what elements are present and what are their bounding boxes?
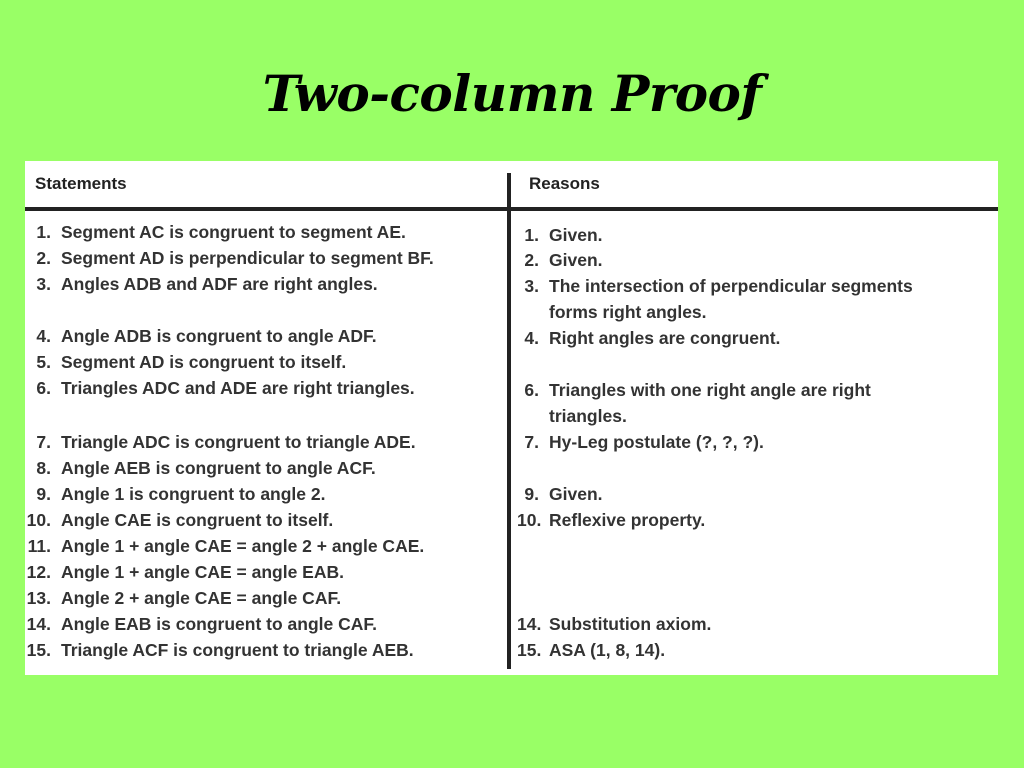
statement-number: 5. <box>36 352 51 372</box>
reason-row <box>517 614 711 634</box>
statement-number: 10. <box>26 510 51 530</box>
reason-row <box>517 250 603 270</box>
reason-text: Triangles with one right angle are right <box>549 380 871 400</box>
statement-row <box>25 274 378 294</box>
statement-text: Segment AD is congruent to itself. <box>61 352 347 372</box>
statement-number: 6. <box>36 378 51 398</box>
statement-row <box>25 378 415 398</box>
statement-text: Angle CAE is congruent to itself. <box>61 510 334 530</box>
statement-text: Angle 1 + angle CAE = angle 2 + angle CAE. <box>61 536 425 556</box>
column-divider <box>507 173 511 669</box>
reason-row <box>517 276 913 296</box>
statement-row <box>25 510 333 530</box>
statement-row <box>25 640 414 660</box>
reason-row <box>517 380 871 400</box>
statement-number: 2. <box>36 248 51 268</box>
reason-text: The intersection of perpendicular segments <box>549 276 913 296</box>
reasons-header: Reasons <box>529 174 600 193</box>
reason-number: 3. <box>524 276 539 296</box>
statement-row <box>25 588 341 608</box>
reason-number: 7. <box>524 432 539 452</box>
reason-number: 6. <box>524 380 539 400</box>
reason-text: Reflexive property. <box>549 510 706 530</box>
statement-row <box>25 614 377 634</box>
reason-number: 15. <box>517 640 542 660</box>
statement-number: 7. <box>36 432 51 452</box>
proof-table <box>25 161 998 675</box>
statement-text: Angle ADB is congruent to angle ADF. <box>61 326 377 346</box>
reason-number: 2. <box>524 250 539 270</box>
statement-number: 8. <box>36 458 51 478</box>
page-title: Two-column Proof <box>262 64 762 123</box>
statement-text: Triangle ACF is congruent to triangle AEB. <box>61 640 414 660</box>
statement-number: 12. <box>26 562 51 582</box>
statement-number: 15. <box>26 640 51 660</box>
statement-row <box>25 248 434 268</box>
reason-row <box>517 432 764 452</box>
statement-row <box>25 326 377 346</box>
reason-number: 10. <box>517 510 542 530</box>
reason-text: Given. <box>549 225 603 245</box>
statement-row <box>25 562 344 582</box>
statement-text: Angle 2 + angle CAE = angle CAF. <box>61 588 342 608</box>
reason-number: 4. <box>524 328 539 348</box>
statement-number: 1. <box>36 222 51 242</box>
header-divider <box>25 207 998 211</box>
reason-text: Given. <box>549 484 603 504</box>
reason-row <box>517 328 780 348</box>
reason-row <box>517 484 603 504</box>
statement-number: 9. <box>36 484 51 504</box>
statement-row <box>25 222 406 242</box>
reason-text: Hy-Leg postulate (?, ?, ?). <box>549 432 764 452</box>
statement-text: Angle AEB is congruent to angle ACF. <box>61 458 376 478</box>
reason-text: Given. <box>549 250 603 270</box>
statement-number: 11. <box>27 536 51 556</box>
reason-row <box>517 510 705 530</box>
reason-continuation: triangles. <box>549 406 627 426</box>
statement-number: 4. <box>36 326 51 346</box>
statement-text: Segment AC is congruent to segment AE. <box>61 222 406 242</box>
statement-text: Segment AD is perpendicular to segment BF. <box>61 248 434 268</box>
statement-row <box>25 536 424 556</box>
reason-number: 14. <box>517 614 542 634</box>
statement-row <box>25 484 325 504</box>
reason-number: 9. <box>524 484 539 504</box>
statement-number: 3. <box>36 274 51 294</box>
reason-row <box>517 225 603 245</box>
statement-row <box>25 352 346 372</box>
statement-text: Triangle ADC is congruent to triangle ADE. <box>61 432 416 452</box>
reason-number: 1. <box>524 225 539 245</box>
statement-text: Angle 1 + angle CAE = angle EAB. <box>61 562 344 582</box>
statement-number: 14. <box>26 614 51 634</box>
reason-row <box>517 640 665 660</box>
statement-text: Angles ADB and ADF are right angles. <box>61 274 378 294</box>
reason-text: ASA (1, 8, 14). <box>549 640 666 660</box>
statement-number: 13. <box>26 588 51 608</box>
statement-text: Angle 1 is congruent to angle 2. <box>61 484 326 504</box>
statement-row <box>25 432 416 452</box>
statement-text: Triangles ADC and ADE are right triangles. <box>61 378 415 398</box>
statement-row <box>25 458 376 478</box>
reason-continuation: forms right angles. <box>549 302 707 322</box>
statements-header: Statements <box>35 174 127 193</box>
reason-text: Substitution axiom. <box>549 614 712 634</box>
reason-text: Right angles are congruent. <box>549 328 781 348</box>
statement-text: Angle EAB is congruent to angle CAF. <box>61 614 377 634</box>
